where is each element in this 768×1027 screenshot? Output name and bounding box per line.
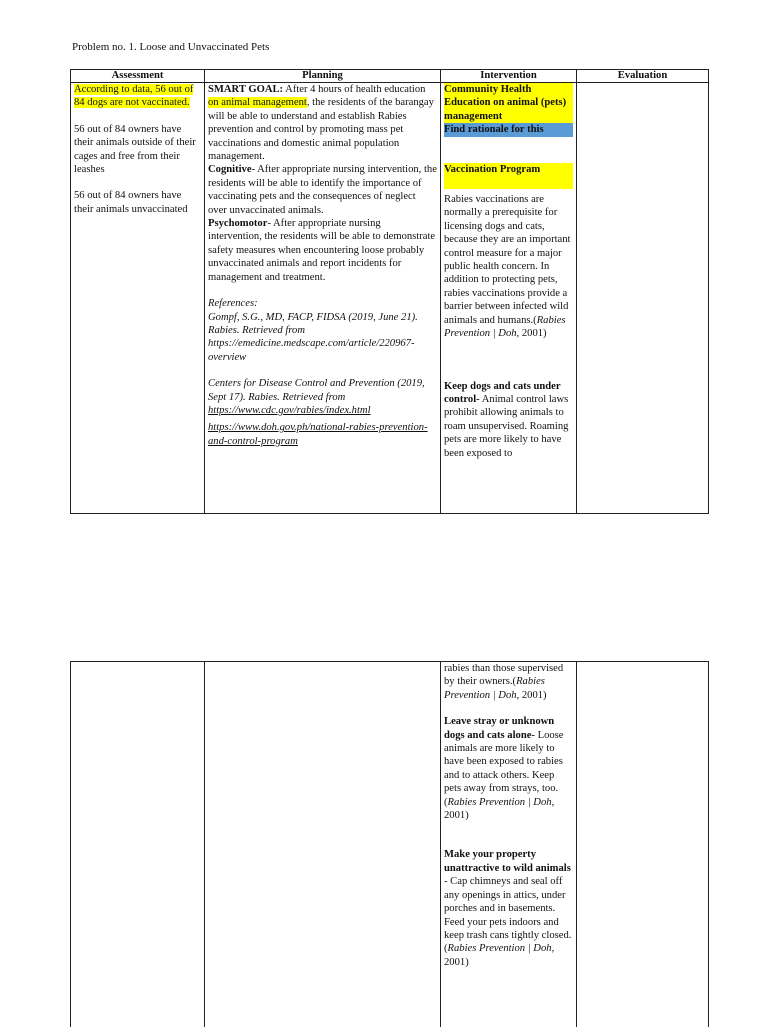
keep-control-cite-source: Rabies Prevention | Doh [444, 676, 545, 700]
nursing-care-plan-table [70, 69, 709, 514]
planning-cell [205, 83, 441, 514]
cognitive-label: Cognitive [208, 164, 252, 175]
reference-1: Gompf, S.G., MD, FACP, FIDSA (2019, June 21). Rabies. Retrieved from https://emedicine.medscape.com/article/220967-overview [208, 311, 437, 365]
keep-control-continued [444, 662, 573, 702]
stray-animals-text: Loose animals are more likely to have been exposed to rabies and to attack others. Keep pets away from strays, too. [444, 730, 564, 795]
keep-control-item [444, 380, 573, 460]
stray-cite-source: Rabies Prevention | Doh [448, 797, 552, 808]
keep-control-cite-close: , 2001) [517, 690, 547, 701]
stray-cite-open: ( [444, 797, 448, 808]
document-title: Problem no. 1. Loose and Unvaccinated Pets [72, 41, 269, 54]
vaccination-cite-source: Rabies Prevention | Doh [444, 315, 566, 339]
property-title: Make your property unattractive to wild animals [444, 849, 571, 873]
stray-cite-close: , 2001) [444, 797, 554, 821]
assessment-cell-continued [71, 662, 205, 1027]
psychomotor-label: Psychomotor [208, 218, 267, 229]
property-cite-close: , 2001) [444, 943, 554, 967]
table-header-row [71, 70, 709, 83]
header-intervention: Intervention [441, 70, 577, 83]
keep-control-continued-text: rabies than those supervised by their owners.( [444, 663, 563, 687]
header-planning: Planning [205, 70, 441, 83]
assessment-finding-3: 56 out of 84 owners have their animals unvaccinated [74, 189, 201, 216]
smart-goal-label: SMART GOAL: [208, 84, 283, 95]
assessment-cell [71, 83, 205, 514]
keep-control-title: Keep dogs and cats under control- [444, 381, 560, 405]
cognitive-objective [208, 163, 437, 217]
property-item [444, 848, 573, 969]
smart-goal-text-b: , the residents of the barangay will be able to understand and establish Rabies prevention and control by promoting mass pet vaccinations and domestic animal population management. [208, 97, 434, 162]
table-row [71, 662, 709, 1027]
vaccination-body: Rabies vaccinations are normally a prerequisite for licensing dogs and cats, because they are an important control measure for a major public health concern. In addition to protecting pets, rabies vaccinations provide a barrier between infected wild animals and humans. [444, 194, 570, 326]
psychomotor-text: - After appropriate nursing intervention, the residents will be able to demonstrate safety measures when encountering loose probably unvaccinated animals and report incidents for management and treatment. [208, 218, 435, 283]
intervention-cell [441, 83, 577, 514]
header-evaluation: Evaluation [577, 70, 709, 83]
vaccination-cite-close: , 2001) [517, 328, 547, 339]
evaluation-cell [577, 83, 709, 514]
stray-animals-title: Leave stray or unknown dogs and cats alone- [444, 716, 554, 740]
smart-goal-highlight: on animal management [208, 97, 307, 108]
chei-note: Find rationale for this [444, 123, 573, 136]
cognitive-text: - After appropriate nursing intervention, the residents will be able to identify the importance of vaccinating pets and the consequences of neglect over unvaccinated animals. [208, 164, 437, 215]
planning-cell-continued [205, 662, 441, 1027]
vaccination-title: Vaccination Program [444, 163, 573, 189]
psychomotor-objective [208, 217, 437, 284]
intervention-cell-continued [441, 662, 577, 1027]
property-text: - Cap chimneys and seal off any openings in attics, under porches and in basements. Feed your pets indoors and keep trash cans tightly closed.( [444, 876, 571, 954]
property-cite-source: Rabies Prevention | Doh [448, 943, 552, 954]
chei-title: Community Health Education on animal (pets) management [444, 83, 573, 123]
reference-2 [208, 377, 437, 417]
nursing-care-plan-table-continued [70, 661, 709, 1027]
assessment-highlight: According to data, 56 out of 84 dogs are not vaccinated. [74, 84, 193, 108]
smart-goal [208, 83, 437, 163]
reference-2-text: Centers for Disease Control and Prevention (2019, Sept 17). Rabies. Retrieved from [208, 378, 425, 402]
header-assessment: Assessment [71, 70, 205, 83]
vaccination-cite-open: ( [533, 315, 537, 326]
smart-goal-text-a: After 4 hours of health education [283, 84, 425, 95]
table-row [71, 83, 709, 514]
assessment-finding-2: 56 out of 84 owners have their animals outside of their cages and free from their leashes [74, 123, 201, 177]
references-label: References: [208, 297, 437, 310]
reference-3-link[interactable]: https://www.doh.gov.ph/national-rabies-prevention-and-control-program [208, 421, 437, 448]
vaccination-text [444, 193, 573, 340]
evaluation-cell-continued [577, 662, 709, 1027]
stray-animals-item [444, 715, 573, 822]
keep-control-text: Animal control laws prohibit allowing animals to roam unsupervised. Roaming pets are more likely to have been exposed to [444, 394, 568, 459]
reference-2-link[interactable]: https://www.cdc.gov/rabies/index.html [208, 405, 371, 416]
